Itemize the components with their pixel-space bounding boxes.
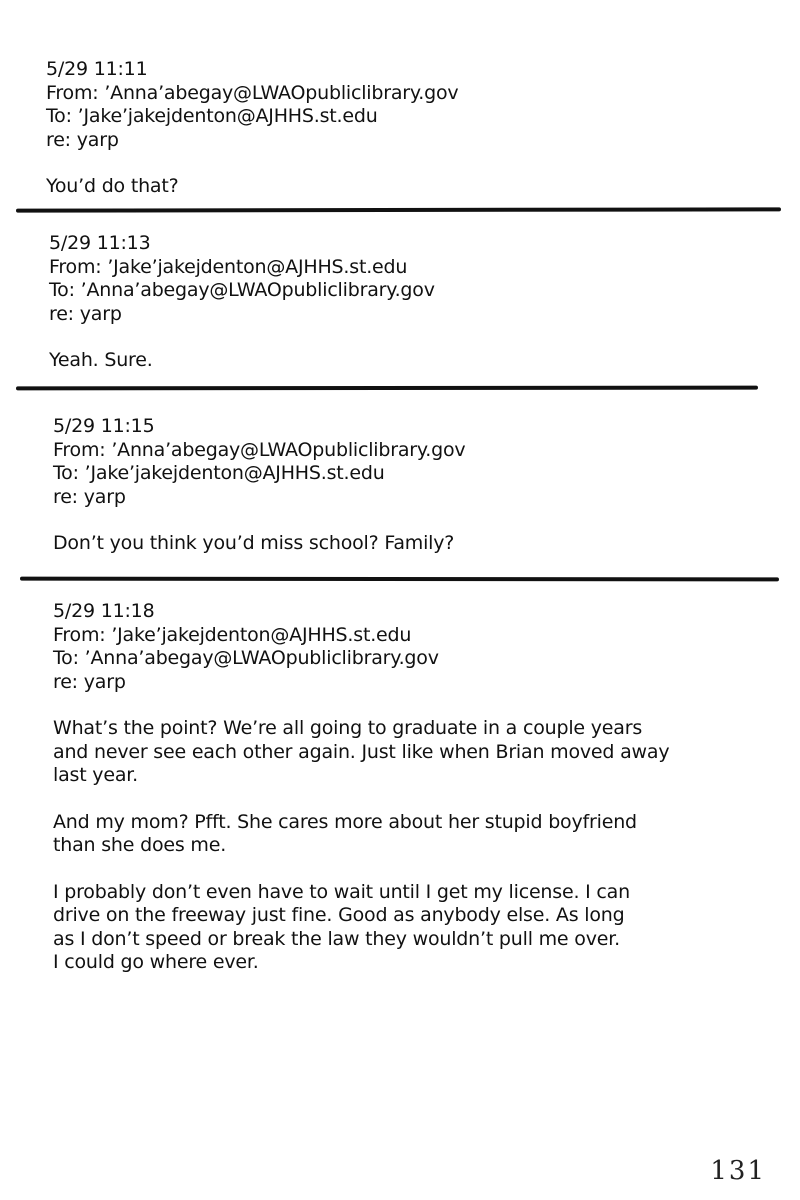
email-message bbox=[49, 232, 435, 373]
message-timestamp: 5/29 11:11 bbox=[46, 58, 148, 80]
message-body-line: drive on the freeway just fine. Good as anybody else. As long bbox=[53, 904, 625, 926]
message-body-line: than she does me. bbox=[53, 834, 227, 856]
message-body-line: Yeah. Sure. bbox=[49, 349, 153, 371]
message-subject: re: yarp bbox=[46, 128, 119, 151]
message-from: From: ’Jake’jakejdenton@AJHHS.st.edu bbox=[53, 623, 412, 646]
message-to: To: ’Anna’abegay@LWAOpubliclibrary.gov bbox=[49, 279, 435, 301]
message-body-line: And my mom? Pfft. She cares more about her stupid boyfriend bbox=[53, 810, 637, 833]
message-timestamp: 5/29 11:18 bbox=[53, 600, 155, 622]
message-timestamp: 5/29 11:15 bbox=[53, 415, 155, 437]
message-subject: re: yarp bbox=[49, 302, 122, 325]
message-from: From: ’Anna’abegay@LWAOpubliclibrary.gov bbox=[46, 81, 459, 104]
message-from: From: ’Anna’abegay@LWAOpubliclibrary.gov bbox=[53, 438, 466, 461]
message-body-line: You’d do that? bbox=[46, 175, 179, 197]
message-to: To: ’Jake’jakejdenton@AJHHS.st.edu bbox=[53, 462, 385, 484]
message-timestamp: 5/29 11:13 bbox=[49, 232, 151, 254]
email-message bbox=[53, 415, 465, 556]
message-subject: re: yarp bbox=[53, 485, 126, 508]
message-divider bbox=[16, 386, 758, 391]
message-body-line: I could go where ever. bbox=[53, 951, 259, 973]
message-divider bbox=[16, 207, 781, 212]
message-body-line: Don’t you think you’d miss school? Family? bbox=[53, 532, 455, 554]
message-body-line: I probably don’t even have to wait until I get my license. I can bbox=[53, 880, 630, 903]
message-body-line: last year. bbox=[53, 764, 138, 786]
email-message bbox=[46, 58, 458, 199]
message-body-line: What’s the point? We’re all going to graduate in a couple years bbox=[53, 717, 643, 739]
message-divider bbox=[20, 577, 779, 582]
message-body-line: and never see each other again. Just like when Brian moved away bbox=[53, 740, 670, 763]
message-subject: re: yarp bbox=[53, 670, 126, 693]
email-message bbox=[53, 600, 669, 975]
page-number: 131 bbox=[710, 1156, 766, 1186]
message-to: To: ’Anna’abegay@LWAOpubliclibrary.gov bbox=[53, 647, 439, 669]
message-to: To: ’Jake’jakejdenton@AJHHS.st.edu bbox=[46, 105, 378, 127]
message-from: From: ’Jake’jakejdenton@AJHHS.st.edu bbox=[49, 255, 408, 278]
message-body-line: as I don’t speed or break the law they wouldn’t pull me over. bbox=[53, 927, 620, 950]
